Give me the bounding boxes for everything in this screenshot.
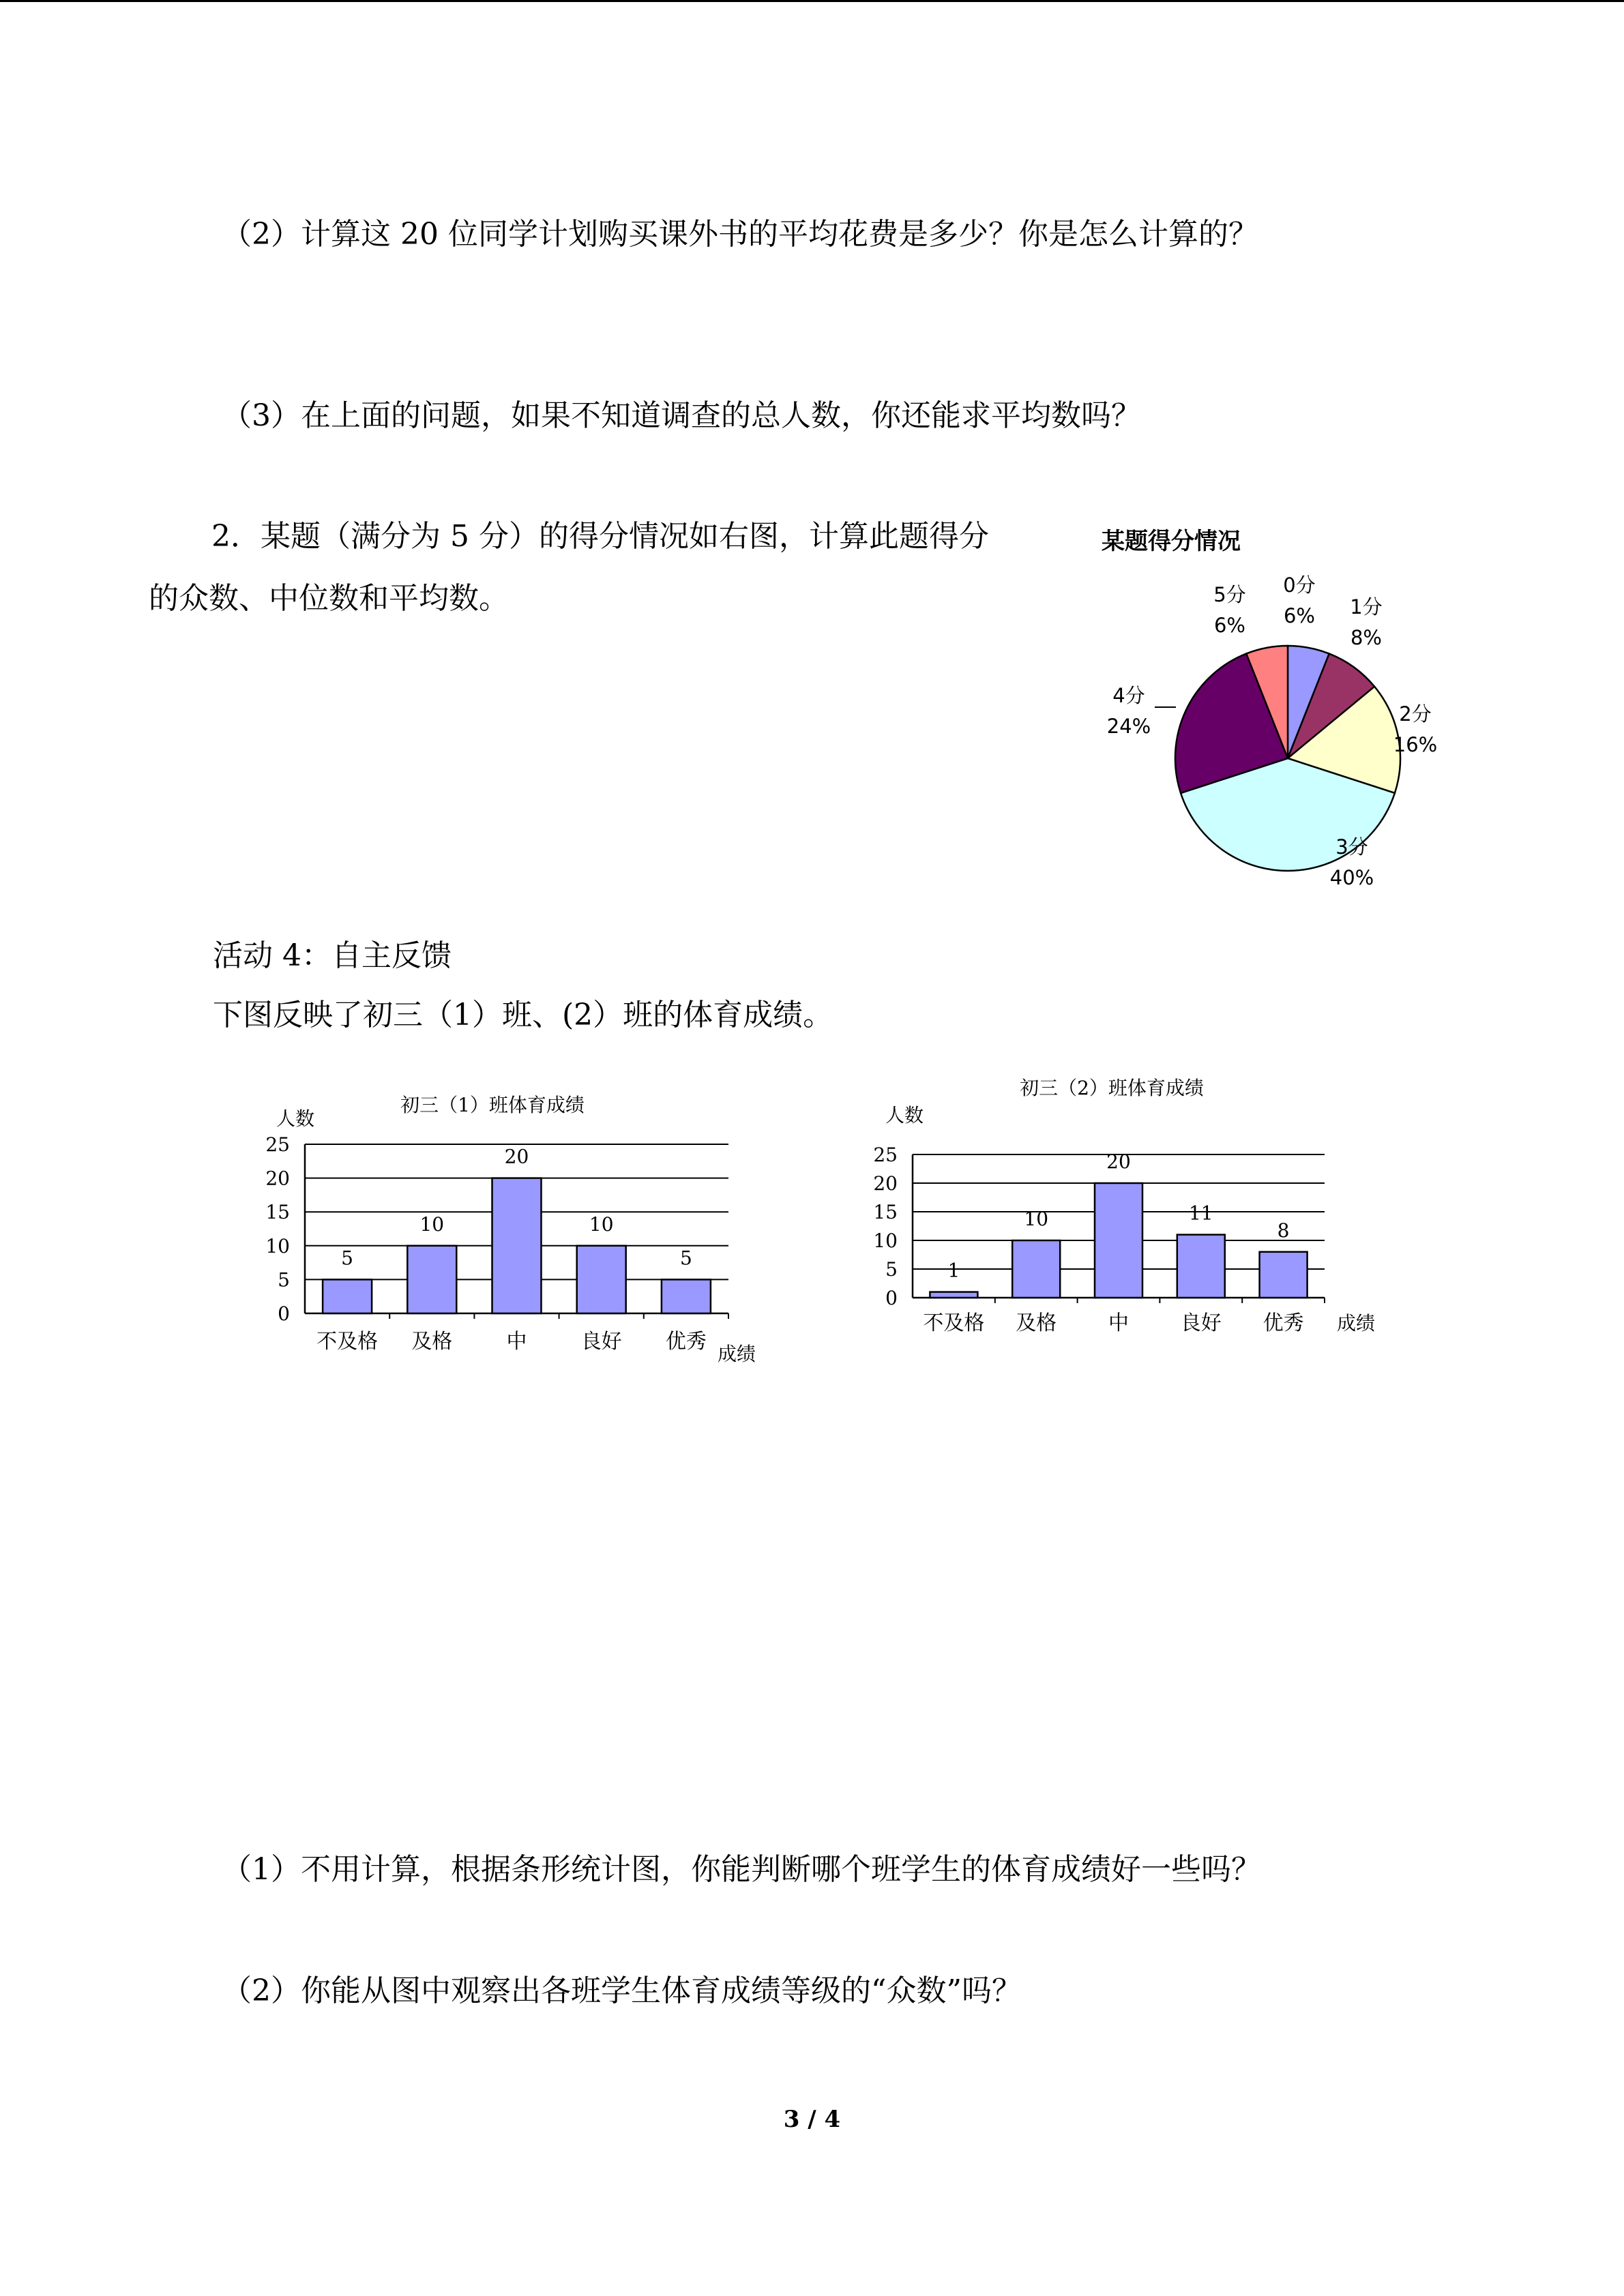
x-axis-label: 成绩 (718, 1343, 756, 1365)
x-category-label: 及格 (1016, 1311, 1057, 1335)
x-category-label: 良好 (1180, 1311, 1222, 1335)
bar-chart-title: 初三（1）班体育成绩 (400, 1094, 585, 1116)
bar-chart-title: 初三（2）班体育成绩 (1020, 1077, 1204, 1099)
x-axis-label: 成绩 (1337, 1312, 1376, 1335)
pie-slice-label: 2分 (1399, 702, 1432, 726)
pie-slice-label: 1分 (1350, 595, 1383, 618)
y-axis-label: 人数 (276, 1107, 315, 1130)
x-category-label: 良好 (580, 1330, 622, 1354)
pie-slice-percent: 16% (1393, 733, 1438, 756)
pie-slice-label: 3分 (1335, 835, 1368, 859)
y-tick-label: 0 (885, 1287, 898, 1309)
bar-data-label: 1 (947, 1259, 960, 1282)
question-2-2: （2）计算这 20 位同学计划购买课外书的平均花费是多少？你是怎么计算的？ (222, 217, 1258, 252)
bar-data-label: 10 (419, 1212, 445, 1236)
x-category-label: 及格 (411, 1330, 453, 1354)
y-axis-label: 人数 (885, 1104, 924, 1127)
x-category-label: 不及格 (923, 1311, 985, 1335)
pie-slice-percent: 6% (1213, 614, 1246, 637)
y-tick-label: 25 (873, 1144, 898, 1166)
x-category-label: 中 (506, 1330, 527, 1354)
x-category-label: 优秀 (665, 1330, 707, 1354)
y-tick-label: 25 (265, 1133, 290, 1156)
bar-data-label: 8 (1277, 1219, 1290, 1242)
x-category-label: 不及格 (316, 1330, 379, 1354)
question-4-1: （1）不用计算，根据条形统计图，你能判断哪个班学生的体育成绩好一些吗？ (222, 1852, 1261, 1887)
problem-2-line-1: 2．某题（满分为 5 分）的得分情况如右图，计算此题得分 (211, 519, 989, 554)
y-tick-label: 10 (265, 1234, 290, 1257)
question-2-3: （3）在上面的问题，如果不知道调查的总人数，你还能求平均数吗？ (222, 398, 1141, 433)
bar-data-label: 10 (589, 1212, 614, 1236)
y-tick-label: 15 (873, 1201, 898, 1223)
y-tick-label: 5 (278, 1268, 290, 1292)
x-category-label: 优秀 (1263, 1311, 1304, 1335)
bar-data-label: 20 (504, 1145, 529, 1168)
pie-slice-percent: 24% (1106, 715, 1151, 738)
activity-4-heading: 活动 4：自主反馈 (213, 938, 452, 973)
pie-title: 某题得分情况 (1102, 528, 1241, 555)
pie-slice-percent: 8% (1350, 626, 1383, 649)
pie-slice-label: 4分 (1112, 684, 1145, 707)
question-4-2: （2）你能从图中观察出各班学生体育成绩等级的“众数”吗？ (222, 1973, 1022, 2008)
bar-4 (1260, 1252, 1308, 1298)
pie-slice-percent: 6% (1283, 604, 1316, 627)
bar-3 (1177, 1235, 1225, 1298)
bar-1 (1012, 1240, 1060, 1298)
bar-data-label: 11 (1188, 1202, 1213, 1225)
y-tick-label: 0 (278, 1302, 290, 1325)
activity-4-intro: 下图反映了初三（1）班、(2）班的体育成绩。 (213, 998, 833, 1032)
bar-0 (930, 1292, 977, 1298)
pie-slice-percent: 40% (1329, 866, 1374, 889)
y-tick-label: 20 (265, 1167, 290, 1190)
page-number: 3 / 4 (783, 2106, 841, 2133)
y-tick-label: 20 (873, 1172, 898, 1195)
y-tick-label: 10 (873, 1229, 898, 1252)
bar-data-label: 5 (679, 1247, 692, 1270)
pie-slice-label: 0分 (1283, 573, 1316, 597)
pie-slice-label: 5分 (1213, 583, 1246, 606)
y-tick-label: 15 (265, 1201, 290, 1224)
y-tick-label: 5 (885, 1258, 898, 1281)
x-category-label: 中 (1108, 1311, 1129, 1335)
bar-data-label: 5 (341, 1247, 354, 1270)
bar-data-label: 20 (1106, 1150, 1131, 1173)
problem-2-line-2: 的众数、中位数和平均数。 (149, 581, 509, 616)
bar-data-label: 10 (1024, 1208, 1049, 1230)
bar-2 (1095, 1183, 1142, 1298)
